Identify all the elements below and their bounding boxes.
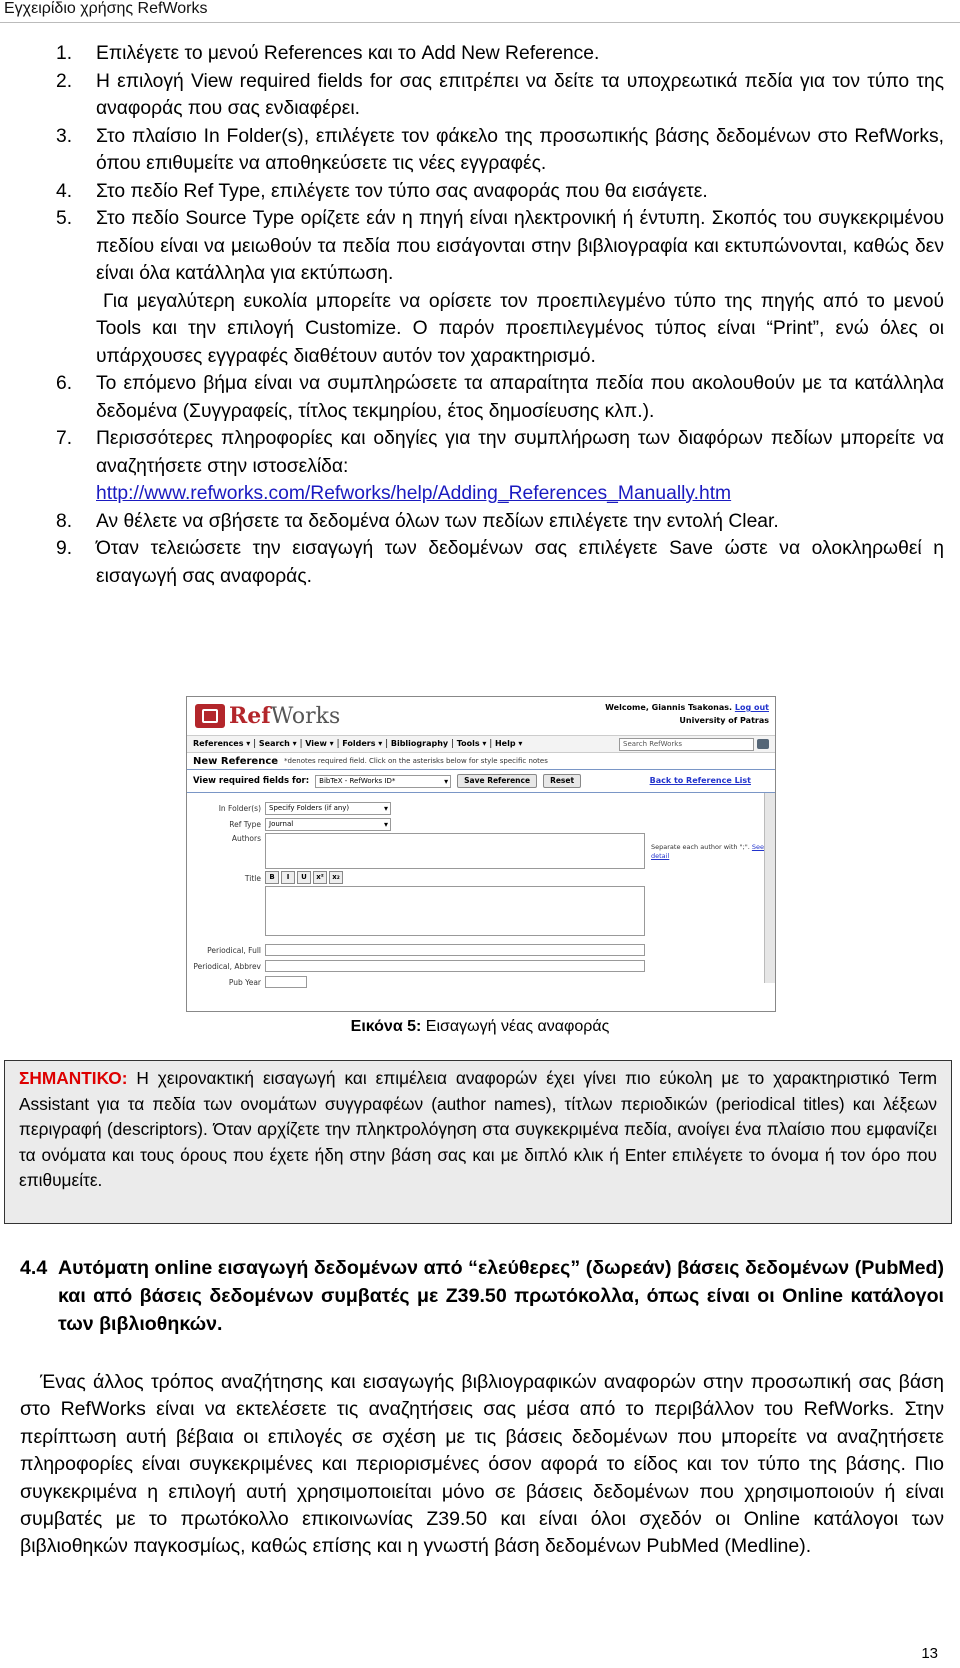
section-title: Αυτόματη online εισαγωγή δεδομένων από “ελεύθερες” (δωρεάν) βάσεις δεδομένων (PubMed) και από βάσεις δεδομένων συμβατές με Z39.50 πρωτόκολλα, όπως είναι οι Online κατάλογοι των βιβλιοθηκών. [58, 1257, 944, 1335]
save-reference-button[interactable]: Save Reference [457, 774, 537, 788]
step-number: 4. [56, 180, 73, 202]
rw-titlebar [187, 753, 775, 770]
in-folder-row [187, 801, 391, 815]
refworks-logo-icon [195, 704, 225, 728]
rw-search [619, 738, 769, 751]
view-required-label: View required fields for: [193, 776, 310, 786]
subscript-button[interactable]: x₂ [329, 871, 343, 884]
step-text: Στο πεδίο Ref Type, επιλέγετε τον τύπο σας αναφοράς που θα εισάγετε. [96, 180, 708, 202]
important-note [4, 1060, 952, 1224]
in-folder-label: In Folder(s) [218, 803, 261, 813]
refworks-logo [187, 697, 340, 735]
step-text: Η επιλογή View required fields for σας επιτρέπει να δείτε τα υποχρεωτικά πεδία για τον τύπο της αναφοράς που σας ενδιαφέρει. [96, 70, 944, 119]
step-text-continued: Για μεγαλύτερη ευκολία μπορείτε να ορίσετε τον προεπιλεγμένο τύπο της πηγής από το μενού Tools και την επιλογή Customize. Ο παρόν προεπιλεγμένος τύπος είναι “Print”, ενώ όλες οι υπάρχουσες εγγραφές διαθέτουν αυτόν τον χαρακτηρισμό. [96, 290, 944, 367]
important-label: ΣΗΜΑΝΤΙΚΟ: [19, 1068, 128, 1088]
step-item [0, 508, 944, 536]
header-rule [0, 22, 960, 23]
step-text: Το επόμενο βήμα είναι να συμπληρώσετε τα απαραίτητα πεδία που ακολουθούν με τα κατάλληλα δεδομένα (Συγγραφείς, τίτλος τεκμηρίου, έτος δημοσίευσης κλπ.). [96, 373, 944, 422]
welcome-text: Welcome, Giannis Tsakonas. [605, 703, 733, 712]
rw-header [187, 697, 775, 736]
step-number: 6. [56, 373, 73, 394]
format-toolbar [265, 871, 345, 884]
step-number: 7. [56, 428, 73, 449]
logo-works: Works [270, 704, 341, 729]
institution-name: University of Patras [679, 716, 769, 725]
search-input[interactable]: Search RefWorks [619, 738, 754, 751]
periodical-abbrev-row [187, 959, 645, 973]
ref-type-label: Ref Type [229, 819, 261, 829]
step-number: 5. [56, 208, 73, 229]
rw-menubar [187, 736, 775, 753]
step-text: Όταν τελειώσετε την εισαγωγή των δεδομένων σας επιλέγετε Save ώστε να ολοκληρωθεί η εισαγωγή σας αναφοράς. [96, 538, 944, 587]
menu-folders[interactable]: Folders ▾ [342, 739, 383, 748]
pub-year-field[interactable] [265, 976, 307, 988]
scrollbar[interactable] [764, 793, 775, 983]
figure-caption [0, 1018, 960, 1036]
see-detail-link[interactable]: See detail [651, 843, 765, 860]
step-text: Περισσότερες πληροφορίες και οδηγίες για την συμπλήρωση των διαφόρων πεδίων μπορείτε να αναζητήσετε στην ιστοσελίδα: [96, 428, 944, 477]
reset-button[interactable]: Reset [543, 774, 581, 788]
section-number: 4.4 [20, 1257, 48, 1279]
step-item [0, 205, 944, 370]
superscript-button[interactable]: x² [313, 871, 327, 884]
title-row [187, 871, 265, 885]
periodical-full-row [187, 943, 645, 957]
menu-references[interactable]: References ▾ [193, 739, 251, 748]
step-text: Αν θέλετε να σβήσετε τα δεδομένα όλων των πεδίων επιλέγετε την εντολή Clear. [96, 510, 779, 532]
step-item [0, 40, 944, 68]
periodical-abbrev-field[interactable] [265, 960, 645, 972]
logout-link[interactable]: Log out [734, 703, 769, 712]
ref-type-select[interactable]: Journal ▾ [265, 818, 391, 831]
menu-tools[interactable]: Tools ▾ [456, 739, 487, 748]
step-text: Επιλέγετε το μενού References και το Add New Reference. [96, 43, 600, 64]
logo-ref: Ref [229, 703, 271, 729]
step-item [0, 535, 944, 590]
title-field[interactable] [265, 886, 645, 936]
step-item [0, 178, 944, 206]
authors-row [187, 831, 265, 845]
step-item [0, 123, 944, 178]
title-label: Title [244, 873, 261, 883]
back-to-list-link[interactable]: Back to Reference List [649, 776, 751, 785]
menu-view[interactable]: View ▾ [305, 739, 334, 748]
rw-menus: References ▾ | Search ▾ | View ▾ | Folders ▾ | Bibliography | Tools ▾ | Help ▾ [193, 739, 523, 749]
step-text: Στο πεδίο Source Type ορίζετε εάν η πηγή είναι ηλεκτρονική ή έντυπη. Σκοπός του συγκεκριμένου πεδίου είναι να μειωθούν τα πεδία που εισάγονται στην βιβλιογραφία και εκτυπώνονται, καθώς δεν είναι όλα κατάλληλα για εκτύπωση. [96, 208, 944, 284]
page-number: 13 [921, 1645, 938, 1662]
step-item [0, 370, 944, 425]
in-folder-select[interactable]: Specify Folders (if any) ▾ [265, 802, 391, 815]
authors-label: Authors [231, 833, 261, 843]
italic-button[interactable]: I [281, 871, 295, 884]
bold-button[interactable]: B [265, 871, 279, 884]
required-note: *denotes required field. Click on the asterisks below for style specific notes [284, 757, 548, 765]
step-number: 1. [56, 43, 73, 64]
pub-year-label: Pub Year [228, 977, 261, 987]
authors-field[interactable] [265, 833, 645, 869]
ref-type-row [187, 817, 391, 831]
important-text: Η χειρονακτική εισαγωγή και επιμέλεια αναφορών έχει γίνει πιο εύκολη με το χαρακτηριστικό Term Assistant για τα πεδία των ονομάτων συγγραφέων (author names), τίτλων περιοδικών (periodical titles) και λέξεων περιγραφή (descriptors). Όταν αρχίζετε την πληκτρολόγηση στα συγκεκριμένα πεδία, ανοίγει ένα πλαίσιο που εμφανίζει τα ονόματα και τους όρους που έχετε ήδη στην βάση σας και με διπλό κλικ ή Enter επιλέγετε το όνομα ή τον όρο που επιθυμείτε. [19, 1068, 937, 1191]
help-url-link[interactable]: http://www.refworks.com/Refworks/help/Adding_References_Manually.htm [96, 483, 732, 504]
caption-text: Εισαγωγή νέας αναφοράς [421, 1018, 610, 1035]
rw-welcome-area [605, 697, 775, 735]
menu-help[interactable]: Help ▾ [494, 739, 523, 748]
menu-bibliography[interactable]: Bibliography [390, 739, 449, 748]
step-number: 2. [56, 70, 73, 92]
caption-label: Εικόνα 5: [350, 1018, 422, 1035]
refworks-screenshot [186, 696, 776, 1012]
pub-year-row [187, 975, 307, 989]
underline-button[interactable]: U [297, 871, 311, 884]
periodical-full-field[interactable] [265, 944, 645, 956]
periodical-full-label: Periodical, Full [207, 945, 261, 955]
step-item [0, 425, 944, 508]
authors-hint: Separate each author with ";". See detail [651, 843, 765, 860]
step-text: Στο πλαίσιο In Folder(s), επιλέγετε τον φάκελο της προσωπικής βάσης δεδομένων στο RefWorks, όπου επιθυμείτε να αποθηκεύσετε τις νέες εγγραφές. [96, 125, 944, 174]
step-number: 9. [56, 538, 73, 559]
periodical-abbrev-label: Periodical, Abbrev [193, 961, 261, 971]
search-go-icon[interactable] [757, 739, 769, 749]
instruction-steps [0, 40, 944, 590]
body-paragraph: Ένας άλλος τρόπος αναζήτησης και εισαγωγής βιβλιογραφικών αναφορών στην προσωπική σας βάση στο RefWorks είναι να εκτελέσετε τις αναζητήσεις σας μέσα από το περιβάλλον του RefWorks. Στην περίπτωση αυτή βέβαια οι επιλογές σε σχέση με τις βάσεις δεδομένων που μπορείτε να αναζητήσετε πληροφορίες είναι συγκεκριμένες και περιορισμένες όσον αφορά το είδος και τον τύπο της βάσης. Πιο συγκεκριμένα η επιλογή αυτή χρησιμοποιείται μόνο σε βάσεις δεδομένων που χρησιμοποιούν ή είναι συμβατές με το πρωτόκολλο επικοινωνίας Z39.50 και είναι όλοι σχεδόν οι Online κατάλογοι των βιβλιοθηκών παγκοσμίως, καθώς επίσης και η γνωστή βάση δεδομένων PubMed (Medline). [20, 1371, 944, 1558]
step-number: 3. [56, 125, 73, 147]
menu-search[interactable]: Search ▾ [258, 739, 297, 748]
section-heading [20, 1254, 944, 1338]
required-fields-select[interactable]: BibTeX - RefWorks ID* ▾ [315, 775, 451, 788]
running-header: Εγχειρίδιο χρήσης RefWorks [4, 0, 208, 17]
page-title: New Reference [193, 755, 279, 767]
rw-required-row [187, 770, 775, 793]
step-number: 8. [56, 510, 73, 532]
step-item [0, 68, 944, 123]
rw-form [187, 793, 775, 987]
